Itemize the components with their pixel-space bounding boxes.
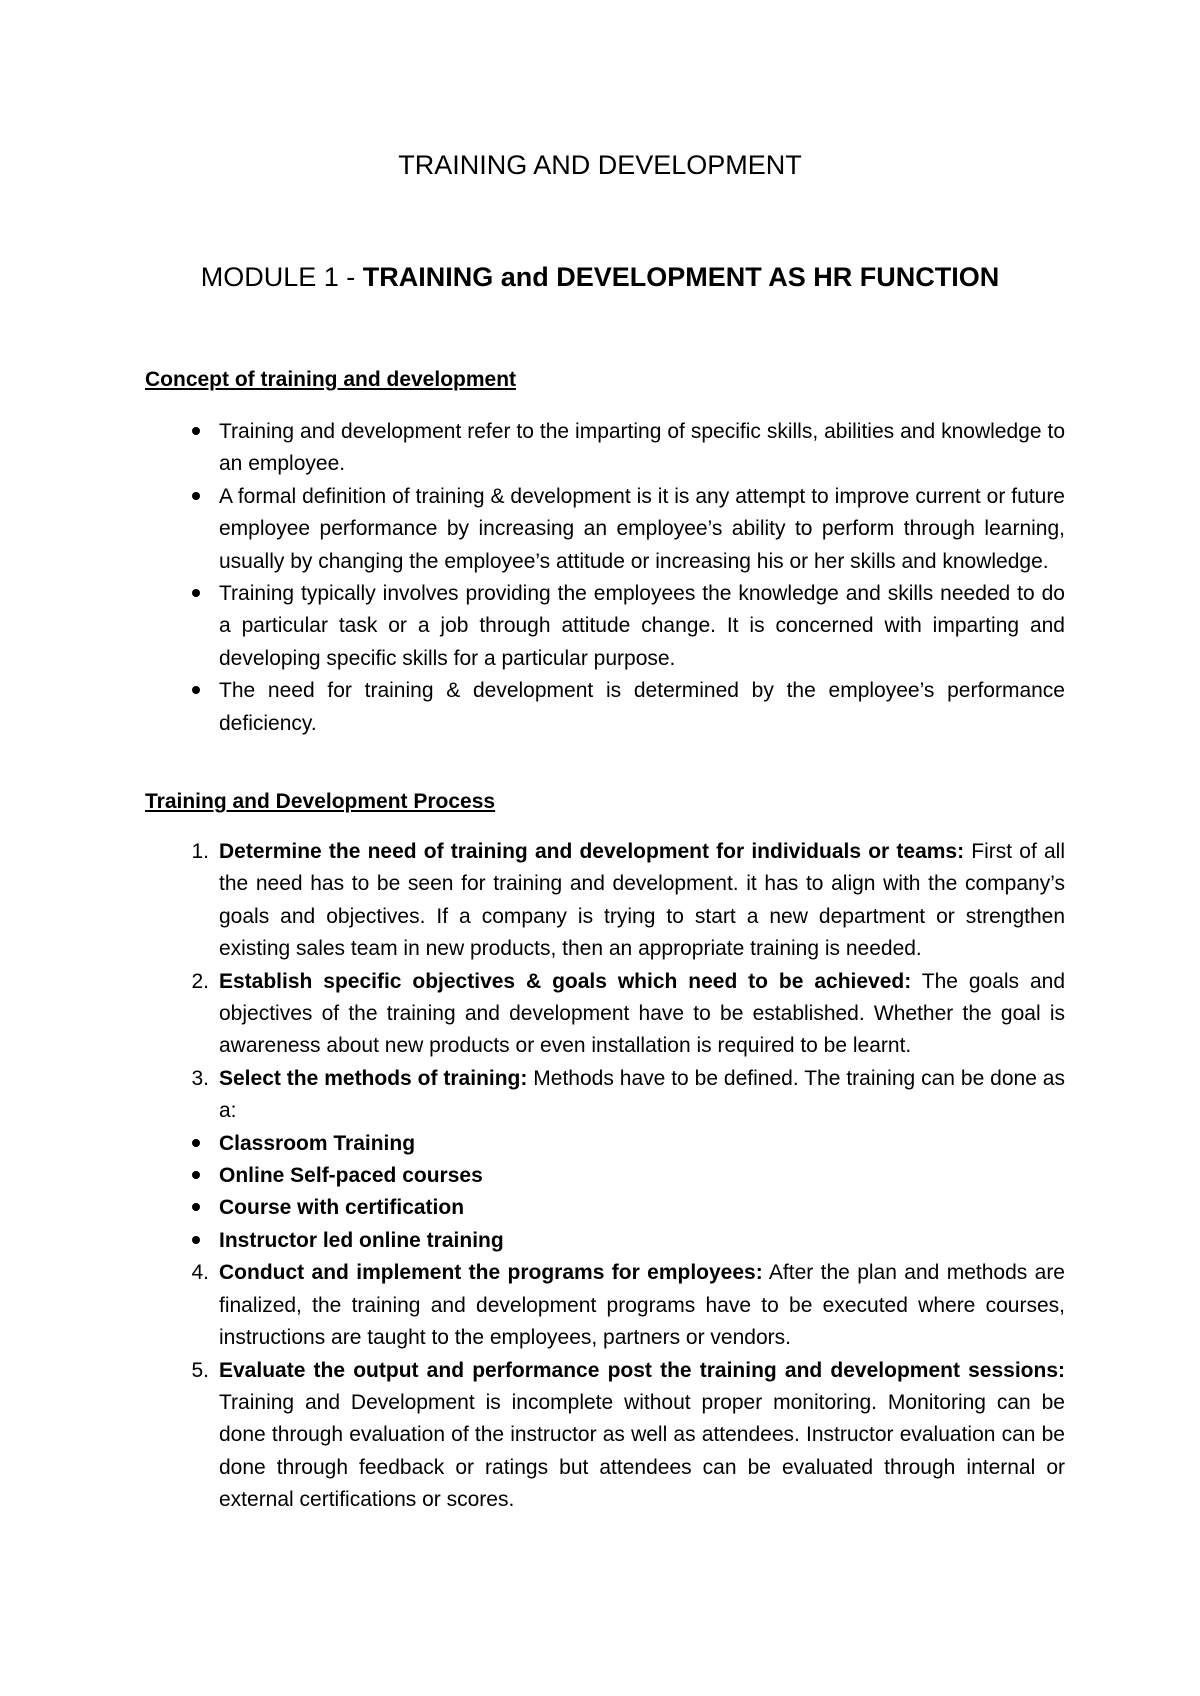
process-step-4 [145,1257,1065,1354]
step-number: 4. [191,1261,209,1285]
module-title-prefix: MODULE 1 - [200,262,363,292]
bullet-icon [181,416,211,448]
list-item [145,578,1065,675]
bullet-icon [181,481,211,513]
method-text: Instructor led online training [219,1228,504,1252]
step-number: 2. [191,969,209,993]
list-item [145,416,1065,481]
concept-text: The need for training & development is determined by the employee’s performance deficiency. [219,679,1065,735]
process-heading: Training and Development Process [145,790,496,813]
bullet-icon [181,1160,211,1192]
step-lead: Determine the need of training and development for individuals or teams: [219,840,965,863]
step-number: 5. [191,1358,209,1382]
bullet-icon [181,1192,211,1224]
step-lead: Select the methods of training: [219,1066,528,1090]
module-title [0,262,1200,293]
concept-text: Training and development refer to the imparting of specific skills, abilities and knowledge to an employee. [219,420,1065,476]
method-item [145,1192,1065,1224]
method-item [145,1225,1065,1257]
method-text: Classroom Training [219,1131,416,1155]
step-text: After the plan and methods are finalized, the training and development programs have to be executed where courses, instructions are taught to the employees, partners or vendors. [219,1261,1065,1350]
process-step-3 [145,1063,1065,1128]
step-text: Training and Development is incomplete without proper monitoring. Monitoring can be done through evaluation of the instructor as well as attendees. Instructor evaluation can be done through feedback or ratings but attendees can be evaluated through internal or external certifications or scores. [219,1390,1065,1512]
step-lead: Establish specific objectives & goals which need to be achieved: [219,969,912,993]
step-text: First of all the need has to be seen for training and development. it has to align with the company’s goals and objectives. If a company is trying to start a new department or strengthen existing sales team in new products, then an appropriate training is needed. [219,840,1065,961]
concept-text: Training typically involves providing the employees the knowledge and skills needed to do a particular task or a job through attitude change. It is concerned with imparting and developing specific skills for a particular purpose. [219,582,1065,670]
concept-text: A formal definition of training & development is it is any attempt to improve current or future employee performance by increasing an employee’s ability to perform through learning, usually by changing the employee’s attitude or increasing his or her skills and knowledge. [219,484,1065,573]
bullet-icon [181,675,211,707]
method-item [145,1128,1065,1160]
module-title-main: TRAINING and DEVELOPMENT AS HR FUNCTION [362,262,1000,292]
process-step-5 [145,1355,1065,1517]
concept-heading: Concept of training and development [145,368,517,391]
list-item [145,675,1065,740]
concept-list [145,416,1065,740]
process-step-2 [145,966,1065,1063]
list-item [145,481,1065,578]
method-text: Course with certification [219,1196,465,1220]
step-number: 3. [191,1066,209,1090]
step-lead: Evaluate the output and performance post the training and development sessions: [219,1358,1065,1382]
process-step-1 [145,836,1065,966]
step-lead: Conduct and implement the programs for employees: [219,1261,763,1285]
bullet-icon [181,1128,211,1160]
step-text: The goals and objectives of the training and development have to be established. Whether the goal is awareness about new products or even installation is required to be learnt. [219,969,1065,1058]
step-text: Methods have to be defined. The training can be done as a: [219,1066,1065,1123]
process-list [145,836,1065,1517]
method-text: Online Self-paced courses [219,1164,483,1188]
bullet-icon [181,1225,211,1257]
bullet-icon [181,578,211,610]
document-title: TRAINING AND DEVELOPMENT [398,150,802,180]
step-number: 1. [191,840,209,863]
method-item [145,1160,1065,1192]
